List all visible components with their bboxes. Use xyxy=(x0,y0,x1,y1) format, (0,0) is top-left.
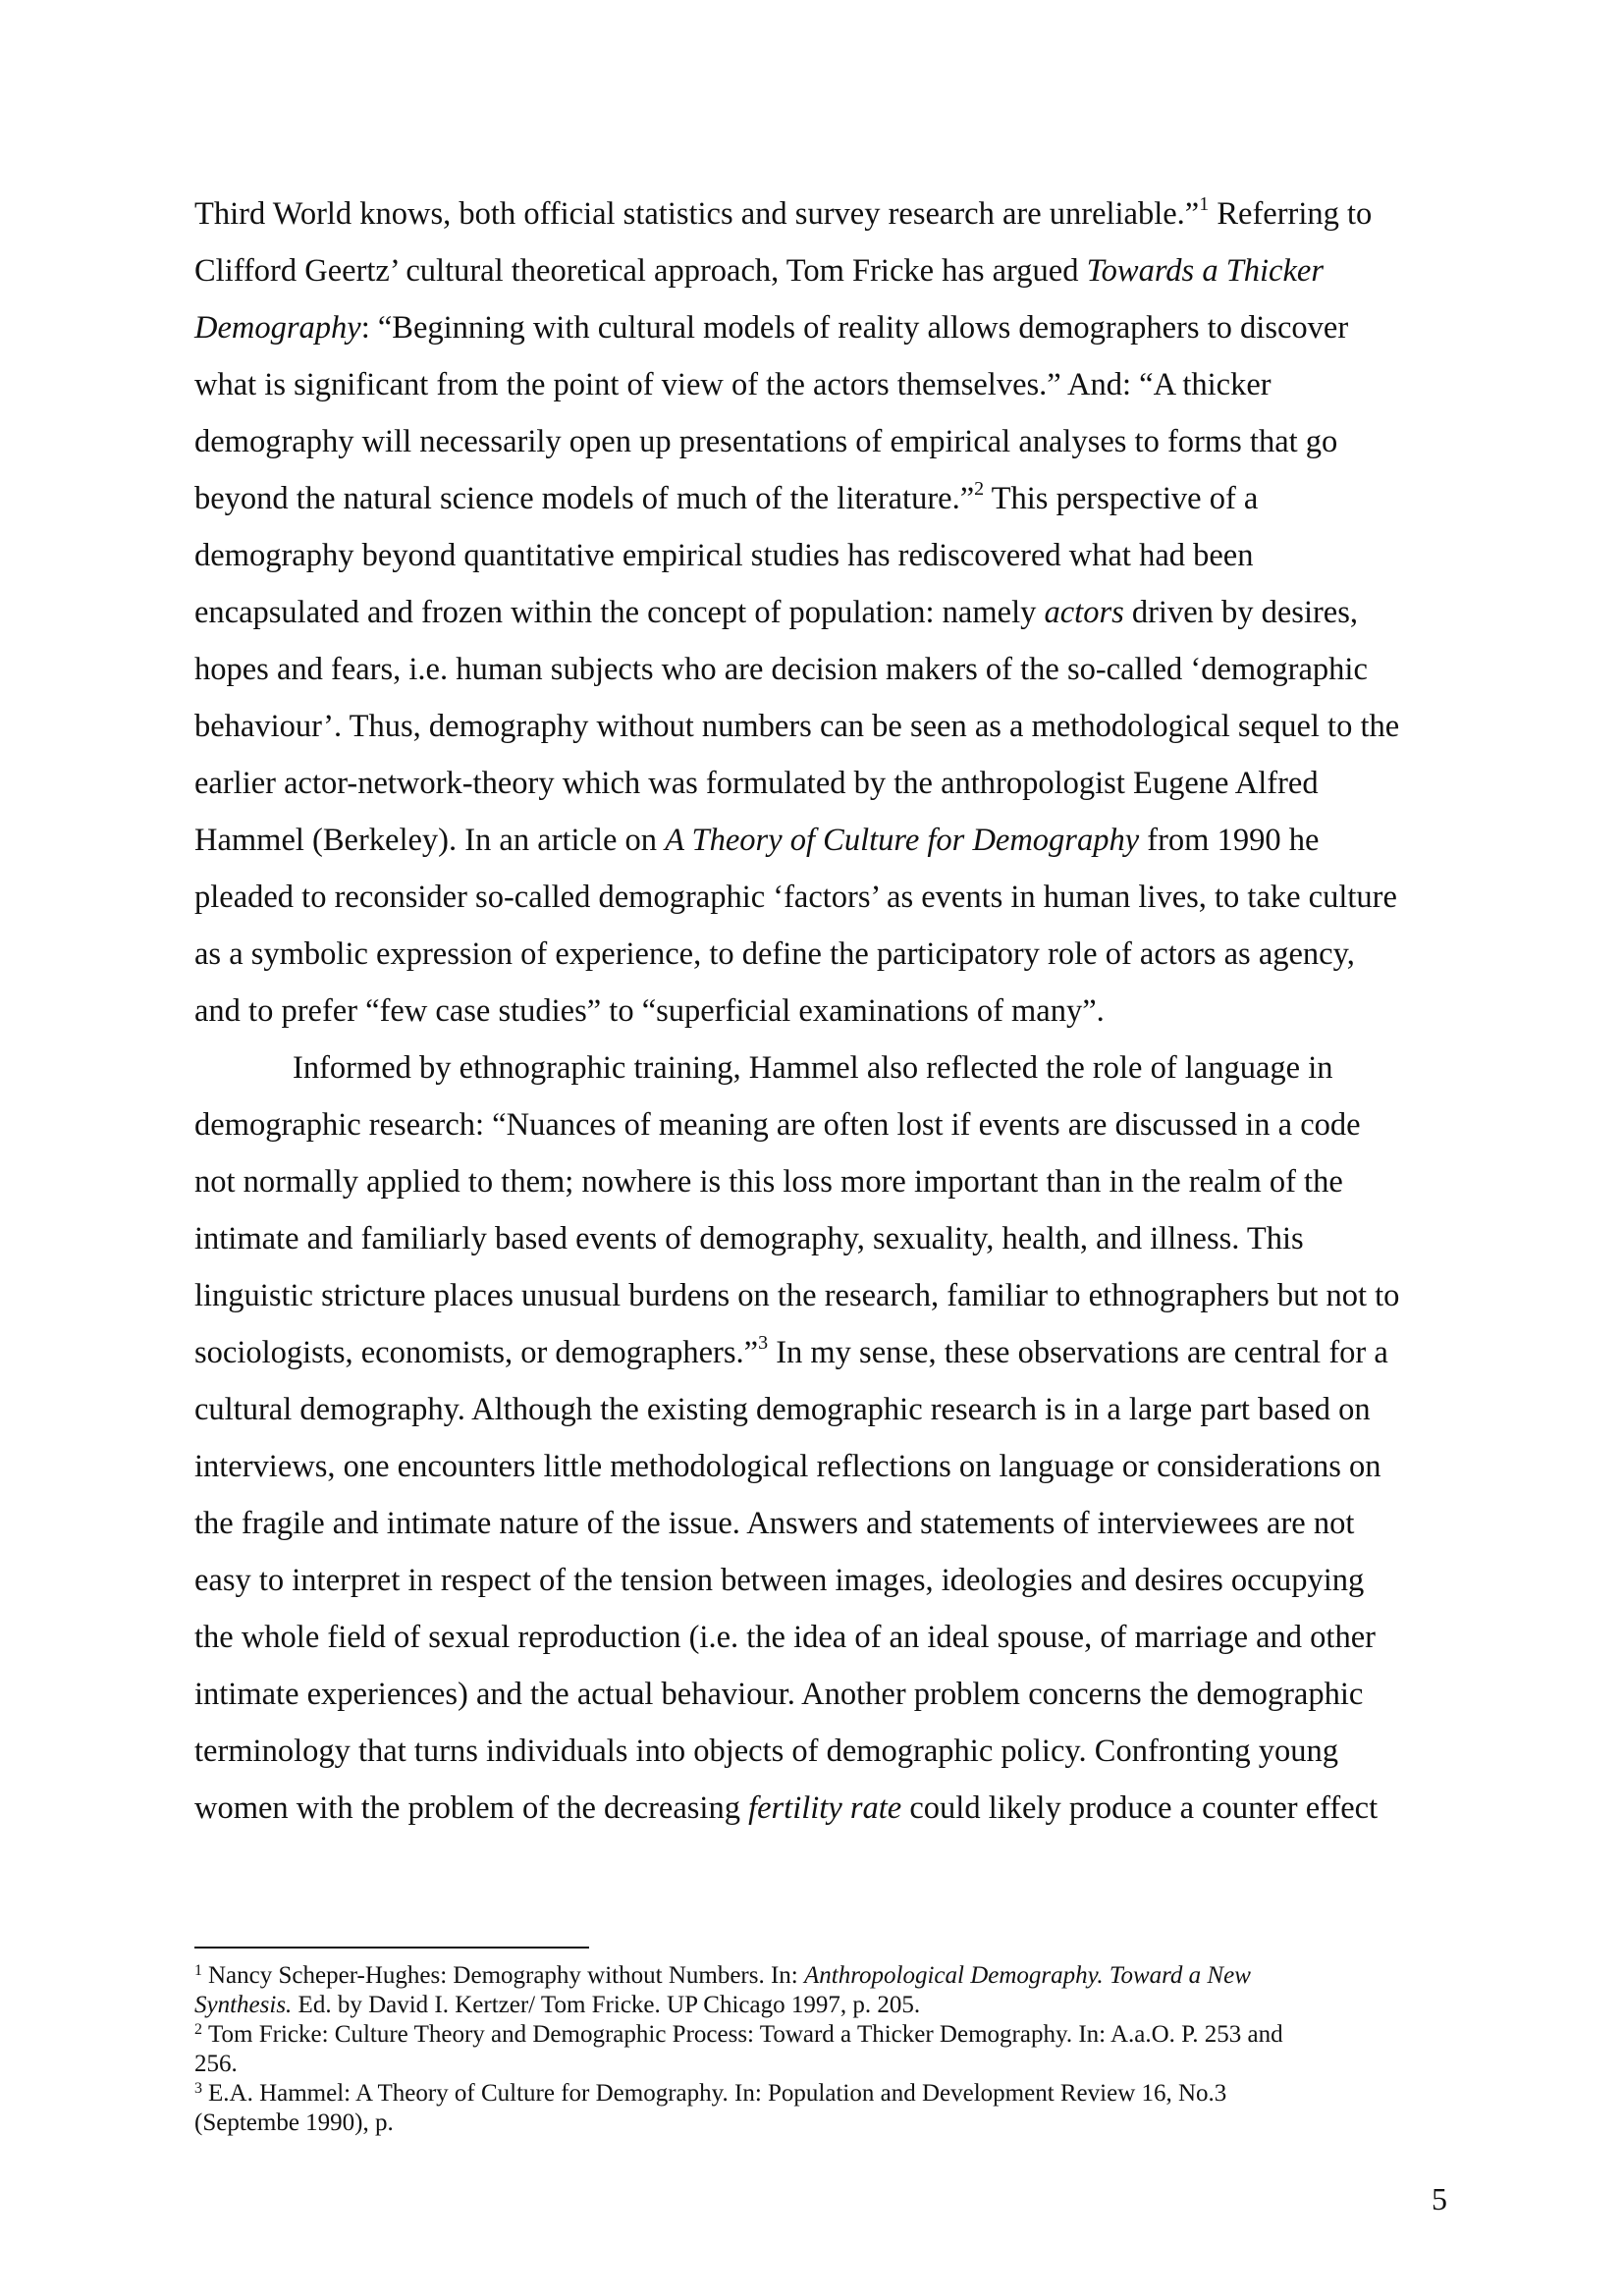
text-line xyxy=(194,186,1443,242)
italic-title: Demography xyxy=(194,310,361,346)
text-line: earlier actor-network-theory which was formulated by the anthropologist Eugene Alfred xyxy=(194,766,1319,801)
text-line: intimate experiences) and the actual behaviour. Another problem concerns the demographic xyxy=(194,1677,1364,1712)
text-line: pleaded to reconsider so-called demographic ‘factors’ as events in human lives, to take culture xyxy=(194,880,1397,915)
footnote-text: Tom Fricke: Culture Theory and Demographic Process: Toward a Thicker Demography. In: A.a.O. P. 253 and xyxy=(208,2021,1283,2048)
text-line: behaviour’. Thus, demography without numbers can be seen as a methodological sequel to the xyxy=(194,709,1400,744)
italic-term: fertility rate xyxy=(748,1790,902,1826)
text-run: encapsulated and frozen within the concept of population: namely xyxy=(194,595,1045,630)
footnote-3 xyxy=(194,2079,1443,2109)
footnote-separator xyxy=(194,1947,589,1949)
text-run: women with the problem of the decreasing xyxy=(194,1790,749,1826)
italic-title: A Theory of Culture for Demography xyxy=(665,823,1140,858)
text-run: Referring to xyxy=(1209,196,1373,232)
text-line: not normally applied to them; nowhere is this loss more important than in the realm of the xyxy=(194,1164,1343,1200)
text-run: beyond the natural science models of much of the literature.” xyxy=(194,481,975,516)
footnote-ref-3: 3 xyxy=(758,1332,769,1355)
text-line: linguistic stricture places unusual burdens on the research, familiar to ethnographers but not to xyxy=(194,1278,1400,1313)
footnote-number: 2 xyxy=(194,2021,202,2038)
footnote-2-continued: 256. xyxy=(194,2051,238,2077)
footnote-3-continued: (Septembe 1990), p. xyxy=(194,2109,394,2136)
footnotes xyxy=(194,1961,1443,2138)
text-line xyxy=(194,242,1443,299)
text-line: the fragile and intimate nature of the issue. Answers and statements of interviewees are not xyxy=(194,1506,1355,1541)
text-run: Third World knows, both official statistics and survey research are unreliable.” xyxy=(194,196,1200,232)
text-run: sociologists, economists, or demographers.” xyxy=(194,1335,759,1370)
text-line: and to prefer “few case studies” to “superficial examinations of many”. xyxy=(194,993,1105,1029)
text-line xyxy=(194,299,1443,356)
text-line xyxy=(194,1324,1443,1381)
text-line: what is significant from the point of view of the actors themselves.” And: “A thicker xyxy=(194,367,1272,402)
text-run: from 1990 he xyxy=(1139,823,1320,858)
text-run: Hammel (Berkeley). In an article on xyxy=(194,823,666,858)
footnote-2 xyxy=(194,2020,1443,2050)
footnote-1 xyxy=(194,1961,1443,1991)
text-line: demography will necessarily open up presentations of empirical analyses to forms that go xyxy=(194,424,1338,459)
italic-term: actors xyxy=(1044,595,1124,630)
text-line: intimate and familiarly based events of demography, sexuality, health, and illness. This xyxy=(194,1221,1304,1256)
footnote-number: 1 xyxy=(194,1962,202,1979)
text-run: could likely produce a counter effect xyxy=(901,1790,1379,1826)
footnote-text: Nancy Scheper-Hughes: Demography without Numbers. In: xyxy=(208,1962,804,1989)
text-line: easy to interpret in respect of the tension between images, ideologies and desires occupying xyxy=(194,1563,1365,1598)
text-run: In my sense, these observations are central for a xyxy=(768,1335,1388,1370)
text-line xyxy=(194,812,1443,869)
text-line: hopes and fears, i.e. human subjects who are decision makers of the so-called ‘demographic xyxy=(194,652,1368,687)
footnote-italic-title: Anthropological Demography. Toward a New xyxy=(804,1962,1251,1989)
text-run: : “Beginning with cultural models of reality allows demographers to discover xyxy=(360,310,1349,346)
footnote-ref-1: 1 xyxy=(1199,193,1210,216)
text-line: terminology that turns individuals into objects of demographic policy. Confronting young xyxy=(194,1734,1339,1769)
text-line: demography beyond quantitative empirical studies has rediscovered what had been xyxy=(194,538,1254,573)
paragraph-first-line: Informed by ethnographic training, Hammel also reflected the role of language in xyxy=(293,1050,1333,1086)
text-line xyxy=(194,584,1443,641)
text-line: as a symbolic expression of experience, to define the participatory role of actors as agency, xyxy=(194,936,1355,972)
text-run: This perspective of a xyxy=(984,481,1259,516)
text-line: interviews, one encounters little methodological reflections on language or considerations on xyxy=(194,1449,1381,1484)
text-run: Clifford Geertz’ cultural theoretical approach, Tom Fricke has argued xyxy=(194,253,1087,289)
text-run: driven by desires, xyxy=(1123,595,1359,630)
italic-title: Towards a Thicker xyxy=(1086,253,1324,289)
text-line: the whole field of sexual reproduction (i.e. the idea of an ideal spouse, of marriage and other xyxy=(194,1620,1376,1655)
footnote-ref-2: 2 xyxy=(974,478,985,501)
footnote-number: 3 xyxy=(194,2080,202,2097)
footnote-italic-title: Synthesis. xyxy=(194,1992,293,2018)
text-line xyxy=(194,1780,1443,1837)
footnote-text: E.A. Hammel: A Theory of Culture for Demography. In: Population and Development Review 16, No.3 xyxy=(208,2080,1227,2107)
footnote-text: Ed. by David I. Kertzer/ Tom Fricke. UP Chicago 1997, p. 205. xyxy=(292,1992,921,2018)
body-text xyxy=(194,186,1443,1837)
text-line xyxy=(194,470,1443,527)
footnote-1-continued xyxy=(194,1991,1443,2020)
text-line: demographic research: “Nuances of meaning are often lost if events are discussed in a code xyxy=(194,1107,1361,1143)
text-line: cultural demography. Although the existing demographic research is in a large part based on xyxy=(194,1392,1371,1427)
page-number: 5 xyxy=(1432,2181,1447,2216)
